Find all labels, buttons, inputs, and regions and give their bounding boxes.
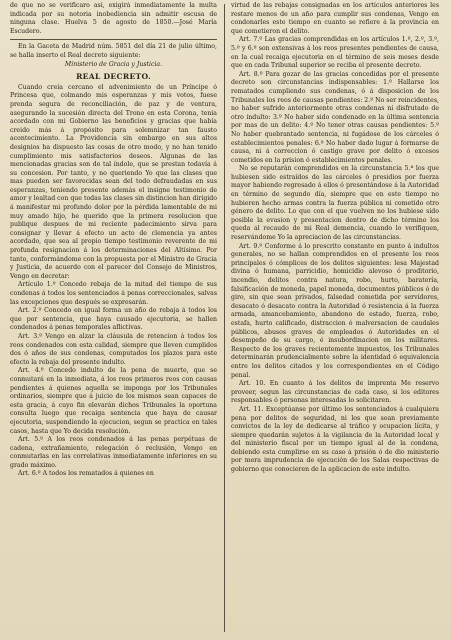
right-column <box>231 2 439 634</box>
decree-heading: REAL DECRETO. <box>76 72 151 82</box>
ministry-line: Ministerio de Gracia y Justicia. <box>64 60 163 68</box>
separator-rule <box>10 39 217 40</box>
article-5: Art. 5.º A los reos condenados á las penas perpétuas de cadena, extrañamiento, relegación ó reclusión, Vengo en conmutarlas en las correlativas inmediatamente inferiores en su grado máximo. <box>10 436 217 469</box>
article-10: Art. 10. En cuanto á los delitos de imprenta Me reservo proveer, segun las circunstancias de cada caso, si los editores responsables ó personas interesadas lo solicitaren. <box>231 380 439 405</box>
gazette-note: En la Gaceta de Madrid núm. 5851 del día 21 de julio último, se halla inserto el Real decreto siguiente: <box>10 43 217 59</box>
intro-paragraph: de que no se verificaro así, exigirá inmediatamente la multa indicada por su notoria inobediencia sin admitir escusa de ninguna clase. Huelva 5 de agosto de 1850.—José María Escudero. <box>10 2 217 35</box>
article-9: Art. 9.º Conforme á lo prescrito constante en punto á indultos generales, no se hallan comprendidos en el presente los reos principales ó cómplices de los delitos siguientes: lesa Majestad divina ó humana, parricidio, homicidio alevoso ó proditorio, incendio, delitos contra natura, robo, hurto, baratería, falsificación de moneda, papel moneda, documentos públicos ó de giro, sin que sean privados, falsedad cometida por servidores, desacato ó desacato contra la Autoridad ó resistencia á la fuerza armada, amancebamiento, abandono de estado, fuerza, robo, estafa, hurto calificado, distraccion ó malversacion de caudales públicos, abusos graves de empleados ó Autoridades en el desempeño de su cargo, é insubordinacion en los militares. Respecto de los graves recientemente impuestos, los Tribunales determinarán prudencialmente sobre la identidad ó equivalencia entre los delitos citados y los correspondientes en el Código penal. <box>231 242 439 379</box>
article-6-start: Art. 6.º A todos los rematados á quienes en <box>18 470 154 478</box>
article-6-continuation: virtud de las rebajas consignadas en los artículos anteriores les restare menos de un año para cumplir sus condenas, Vengo en condonarles este tiempo en cuanto se refiere á la provincia en que cometieron el delito. <box>231 2 439 35</box>
article-1: Artículo 1.º Concedo rebaja de la mitad del tiempo de sus condenas á todos los sentenciados á penas correccionales, salvas las excepciones que después se expresarán. <box>10 281 217 306</box>
article-7: Art. 7.º Las gracias comprendidas en los artículos 1.º, 2.º, 3.º, 5.º y 6.º son extensivas á los reos presentes pendientes de causa, en la cual recaiga ejecutoria en el término de seis meses desde que en cada Tribunal superior se reciba el presente decreto. <box>231 36 439 70</box>
article-8-note: No se reputarán comprendidos en la circunstancia 5.ª los que hubiesen sido estraídos de las cárceles ó presidios por fuerza mayor habiendo regresado á ellos ó presentándose á la Autoridad en término de segundo día, siempre que en este tiempo no hubieren hecho armas contra la fuerza pública ni cometido otro género de delito. Lo que con el que vuelven no los hubiese sido posible la evasion y presentacion dentro de dicho término los queda al recaudo de mi Real demencia, cuando lo verifiquen, reservándome Yo la apreciacion de las circunstancias. <box>231 165 439 242</box>
decree-preamble: Cuando creía cercano el advenimiento de un Príncipe ó Princesa que, colmando mis esperanzas y mis votos, fuese prenda segura de reconciliación, de paz y de ventura, asegurando la sucesión directa del Trono en esta Corona, tenia acordado con mi Gobierno las beneficios y gracias que había creido más á propósito para solemnizar tan fausto acontecimiento. La Providencia sin embargo en sus altos designios ha dispuesto las cosas de otro modo, y no han tenido cumplimiento mis satisfactorios deseos. Algunas de las mencionadas gracias son de tal índole, que se prestan todavía á su concesion. Por tanto, y no queriendo Yo que las clases que mas pueden ser favorecidas sean del todo defraudadas en sus esperanzas, teniendo presente además el insigne testimonio de amor y lealtad con que todas las clases sin distincion han dirigido á manifestar mi profundo dolor por la pérdida lamentable de mi muy amado hijo, he querido que la primera resolucion que publique despues de mi reciente padecimiento sirva para consignar y llevar á efecto un acto de clemencia ya antes acordado, que sea al propio tiempo testimonio reverente de mi profunda resignacion á los determinaciones del Altísimo. Por tanto, conformándome con la propuesta por el Ministro de Gracia y Justicia, de acuerdo con el parecer del Consejo de Ministros, Vengo en decretar: <box>10 83 217 280</box>
article-11: Art. 11. Exceptúanse por último los sentenciados á cualquiera pena por delitos de seguridad, ni los que sean previamente convictos de la ley de dedicarse al tráfico y ocupacion lícita, y siempre quedarán sujetos á la vigilancia de la Autoridad local y del ministerio fiscal por un tiempo igual al de la condena, debiendo esta cumplirse en su caso á prisión ó de dio ministerio por mera imprudencia de ejecución de los Salas respectivas de gobierno que conocieren de la aplicacion de este indulto. <box>231 405 439 474</box>
article-2: Art. 2.º Concedo en igual forma un año de rebaja á todos los que por sentencia, que haya causado ejecutoria, se hallen condenados á penas temporales aflictivas. <box>10 307 217 332</box>
left-column <box>10 2 217 634</box>
article-4: Art. 4.º Concedo indulto de la pena de muerte, que se conmutará en la inmediata, á los reos primeros reos con causas pendientes á quienes aquella se imponga por los Tribunales ordinarios, siempre que á juicio de los mismos sean capaces de esta gracia, á cuyo fin elevarán dichos Tribunales la oportuna consulta luego que recaiga sentencia que haya de causar ejecutoria, suspendiendo la ejecucion, segun se practica en tales casos, hasta que Yo decida resolución. <box>10 367 217 435</box>
article-3: Art. 3.º Vengo en alzar la cláusula de retencion á todos los reos condenados con esta calidad, siempre que lleven cumplidos dos ó años de sus condenas, computados los plazos para este efecto la rebaja del presente indulto. <box>10 332 217 366</box>
column-divider <box>224 4 225 632</box>
article-8: Art. 8.º Para gozar de las gracias concedidas por el presente decreto son circunstancias indispensables: 1.º Hallarse los rematados cumpliendo sus condenas, ó á disposicion de los Tribunales los reos de causas pendientes: 2.º No ser reincidentes, no haber sufrido anteriormente otras condenas ni disfrutado de otro indulto: 3.º No haber sido condenado en la última sentencia por mas de un delito: 4.º No tener otras causas pendientes: 5.º No haber quebrantado sentencia, ni fugádose de los cárceles ó establecimientos penales: 6.º No haber dado lugar á formarse de causa, ni á correccion ó castigo grave por delito ó excesos cometidos en la prision ó establecimientos penales. <box>231 70 439 164</box>
